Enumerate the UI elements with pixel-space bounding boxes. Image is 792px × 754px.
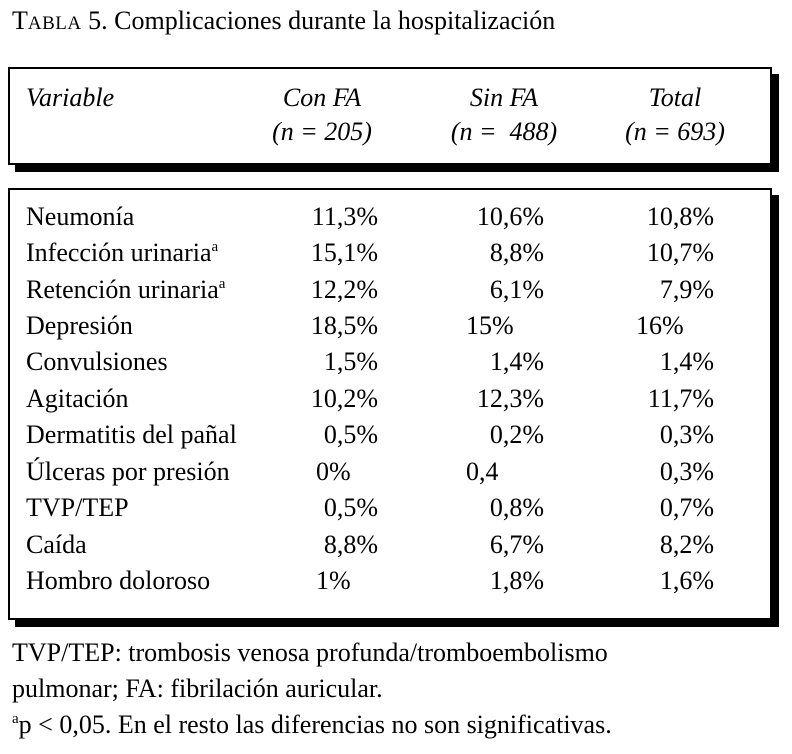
row-con-fa: 1% [316,566,351,595]
row-total: 16% [636,311,684,340]
row-sin-fa: 0,4 [466,457,499,486]
row-con-fa: 11,3% [311,202,378,231]
row-sin-fa: 0,2% [489,420,544,449]
row-label: TVP/TEP [26,493,129,522]
row-con-fa: 1,5% [323,347,378,376]
row-sin-fa: 0,8% [489,493,544,522]
footnote-abbreviations: TVP/TEP: trombosis venosa profunda/tromboembolismo [12,638,608,667]
row-total: 1,6% [659,566,714,595]
row-con-fa: 15,1% [310,238,378,267]
title-prefix-big: T [12,6,28,35]
row-sin-fa: 8,8% [489,238,544,267]
footnote-significance: $^a$p < 0,05. En el resto las diferencias no son significativas. [12,710,612,739]
title-text: Complicaciones durante la hospitalización [114,6,556,35]
row-total: 0,3% [659,457,714,486]
header-total-n: (n = 693) [625,117,725,146]
header-con-fa: Con FA [282,83,362,112]
row-con-fa: 12,2% [310,275,378,304]
row-con-fa: 10,2% [310,384,378,413]
row-label: Agitación [26,384,129,413]
row-con-fa: 8,8% [323,530,378,559]
row-total: 10,8% [646,202,714,231]
row-label: Dermatitis del pañal [26,420,237,449]
row-sin-fa: 15% [466,311,514,340]
row-sin-fa: 1,8% [489,566,544,595]
table-body-box [8,188,772,620]
footnote-sup: a [12,711,19,727]
header-variable: Variable [26,83,115,112]
row-con-fa: 0,5% [323,493,378,522]
title-prefix-small: ABLA [27,13,82,34]
row-label: Convulsiones [26,347,168,376]
row-sin-fa: 10,6% [476,202,544,231]
row-label: Hombro doloroso [26,566,211,595]
header-total: Total [648,83,702,112]
row-label: Depresión [26,311,133,340]
row-con-fa: 0% [316,457,351,486]
row-con-fa: 18,5% [310,311,378,340]
row-label: Infección urinaria$^a$ [26,238,219,267]
row-label-sup: a [218,276,226,292]
row-total: 8,2% [659,530,714,559]
row-sin-fa: 1,4% [489,347,544,376]
row-total: 0,7% [659,493,714,522]
footnote-abbreviations-cont: pulmonar; FA: fibrilación auricular. [12,674,383,703]
row-total: 7,9% [659,275,714,304]
row-total: 0,3% [659,420,714,449]
row-label: Neumonía [26,202,135,231]
row-total: 10,7% [646,238,714,267]
row-label: Úlceras por presión [26,457,230,486]
row-total: 1,4% [659,347,714,376]
row-total: 11,7% [647,384,714,413]
row-label: Retención urinaria$^a$ [26,275,226,304]
header-sin-fa: Sin FA [469,83,539,112]
title-number: 5. [88,6,108,35]
row-sin-fa: 6,7% [489,530,544,559]
row-label: Caída [26,530,87,559]
header-con-fa-n: (n = 205) [272,117,372,146]
row-sin-fa: 6,1% [489,275,544,304]
header-sin-fa-n: (n = 488) [450,117,558,146]
table-title [12,6,555,36]
row-con-fa: 0,5% [323,420,378,449]
table-header-box [8,67,772,165]
row-label-sup: a [211,239,219,255]
row-sin-fa: 12,3% [476,384,544,413]
